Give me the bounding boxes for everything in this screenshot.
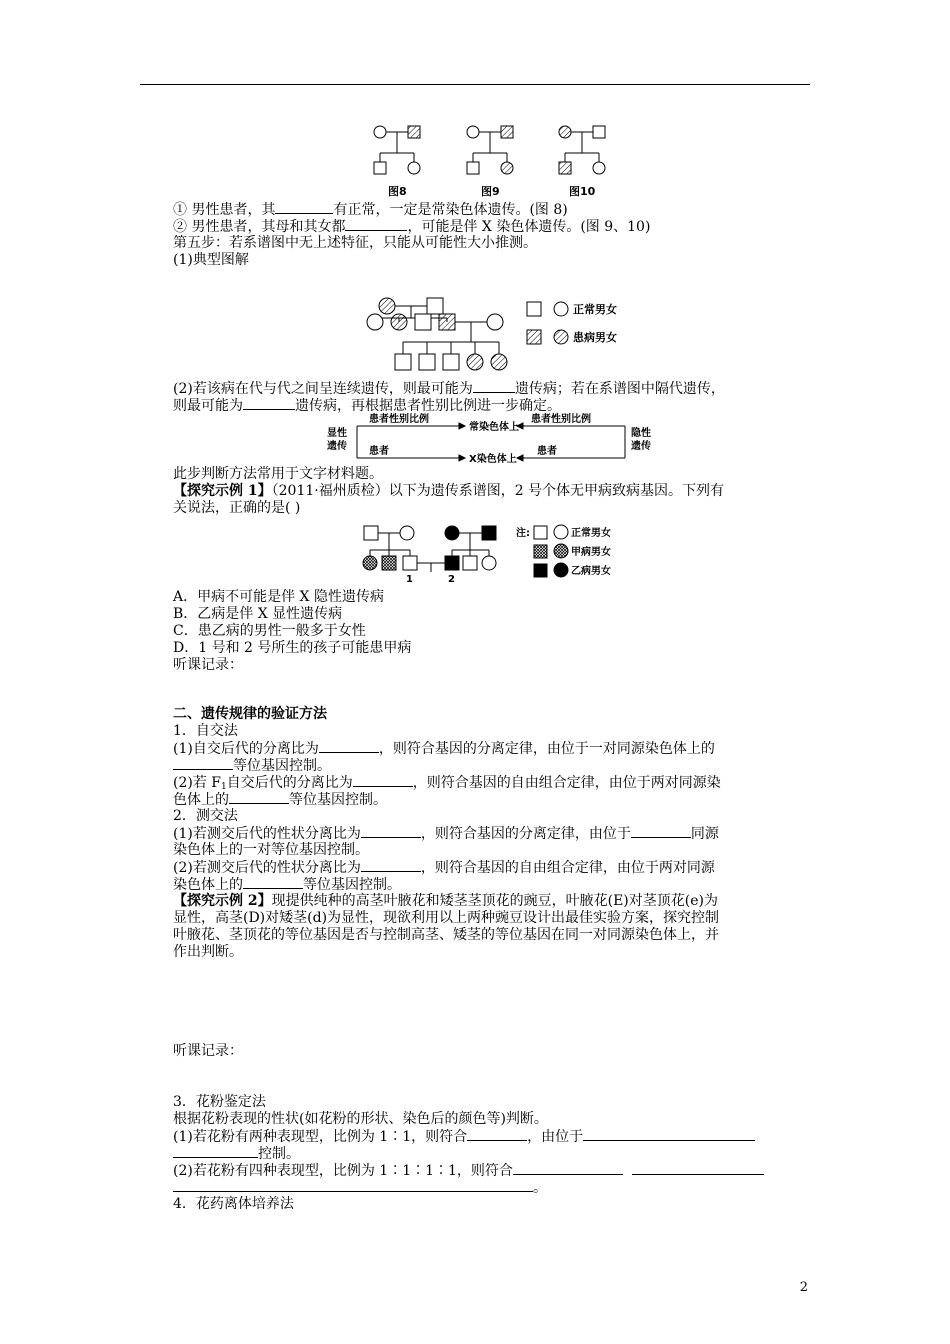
notes-label: 听课记录：	[173, 657, 243, 673]
text-line: ① 男性患者，其 有正常，一定是常染色体遗传。(图 8)	[173, 202, 568, 218]
flow-dominant-label-line2: 遗传	[327, 441, 347, 452]
flow-patient-left-label: 患者	[369, 446, 389, 457]
pedigree-figures-8-10	[360, 120, 620, 202]
flow-dominant-label: 显性遗传	[327, 428, 347, 452]
option-b: B．乙病是伴 X 显性遗传病	[173, 606, 343, 622]
method-4-title: 4．花药离体培养法	[173, 1196, 294, 1212]
text-line: 第五步：若系谱图中无上述特征，只能从可能性大小推测。	[173, 235, 537, 251]
text-line: 。	[173, 1179, 547, 1197]
ex1-note: 注:	[516, 528, 530, 539]
text-line: 染色体上的一对等位基因控制。	[173, 842, 369, 858]
page-number: 2	[799, 1280, 808, 1295]
text-line: 则最可能为 遗传病，再根据患者性别比例进一步确定。	[173, 398, 561, 414]
option-d: D．1 号和 2 号所生的孩子可能患甲病	[173, 640, 412, 656]
text-line: 等位基因控制。	[173, 757, 331, 775]
text-line: 色体上的 等位基因控制。	[173, 792, 387, 808]
flow-recessive-label-line2: 遗传	[631, 441, 651, 452]
text-line: 叶腋花、茎顶花的等位基因是否与控制高茎、矮茎的等位基因在同一对同源染色体上，并	[173, 927, 719, 943]
notes-label: 听课记录：	[173, 1043, 243, 1059]
text-line: (2)若测交后代的性状分离比为 ，则符合基因的自由组合定律，由位于两对同源	[173, 860, 715, 876]
text-line: 关说法，正确的是( )	[173, 500, 301, 516]
text-line: (2)若 $F_1$自交后代的分离比为 ，则符合基因的自由组合定律，由位于两对同源染	[173, 775, 721, 792]
text-line: (1)若花粉有两种表现型，比例为 1∶1，则符合 ，由位于	[173, 1128, 755, 1146]
text-line: (2)若花粉有四种表现型，比例为 1∶1∶1∶1，则符合	[173, 1162, 764, 1180]
fig8-caption: 图8	[388, 185, 407, 198]
text-line: 此步判断方法常用于文字材料题。	[173, 466, 383, 482]
flow-ratio-left-label: 患者性别比例	[369, 414, 429, 425]
flow-ratio-right-label: 患者性别比例	[531, 414, 591, 425]
typical-pedigree	[355, 292, 655, 384]
text-line: 显性，高茎(D)对矮茎(d)为显性，现欲利用以上两种豌豆设计出最佳实验方案，探究控制	[173, 910, 720, 926]
flow-recessive-label: 隐性遗传	[631, 428, 651, 452]
example-1-title: 【探究示例 1】（2011·福州质检）以下为遗传系谱图，2 号个体无甲病致病基因。下列有	[173, 483, 725, 499]
method-1-title: 1．自交法	[173, 723, 238, 739]
text-line: 控制。	[173, 1145, 300, 1163]
text-line: (1)自交后代的分离比为 ，则符合基因的分离定律，由位于一对同源染色体上的	[173, 741, 715, 757]
example-1-pedigree	[358, 520, 638, 586]
text-line: 作出判断。	[173, 944, 243, 960]
header-rule	[140, 84, 810, 85]
text-line: (1)若测交后代的性状分离比为 ，则符合基因的分离定律，由位于 同源	[173, 826, 719, 842]
flow-patient-right-label: 患者	[537, 446, 557, 457]
text-line: (1)典型图解	[173, 252, 249, 268]
ex1-disease-b-label: 乙病男女	[571, 566, 611, 577]
method-2-title: 2．测交法	[173, 808, 238, 824]
inheritance-flow-diagram	[325, 412, 665, 468]
option-c: C．患乙病的男性一般多于女性	[173, 623, 366, 639]
ex1-individual-2: 2	[448, 574, 455, 585]
method-3-title: 3．花粉鉴定法	[173, 1094, 266, 1110]
fig9-caption: 图9	[481, 185, 500, 198]
ex1-individual-1: 1	[406, 574, 413, 585]
ex1-normal-label: 正常男女	[571, 528, 611, 539]
flow-x-label: X染色体上	[469, 454, 517, 465]
legend-affected-label: 患病男女	[573, 331, 617, 344]
ex1-disease-a-label: 甲病男女	[571, 547, 611, 558]
example-2-title: 【探究示例 2】现提供纯种的高茎叶腋花和矮茎茎顶花的豌豆，叶腋花(E)对茎顶花(e)为	[173, 893, 718, 909]
text-line: 染色体上的 等位基因控制。	[173, 877, 401, 893]
text-line: ② 男性患者，其母和其女都 ，可能是伴 X 染色体遗传。(图 9、10)	[173, 219, 651, 235]
text-line: (2)若该病在代与代之间呈连续遗传，则最可能为 遗传病；若在系谱图中隔代遗传，	[173, 381, 725, 397]
section-2-heading: 二、遗传规律的验证方法	[173, 706, 327, 722]
flow-autosome-label: 常染色体上	[469, 422, 519, 433]
fig10-caption: 图10	[569, 185, 596, 198]
legend-normal-label: 正常男女	[573, 303, 617, 316]
text-line: 根据花粉表现的性状(如花粉的形状、染色后的颜色等)判断。	[173, 1111, 548, 1127]
option-a: A．甲病不可能是伴 X 隐性遗传病	[173, 589, 384, 605]
